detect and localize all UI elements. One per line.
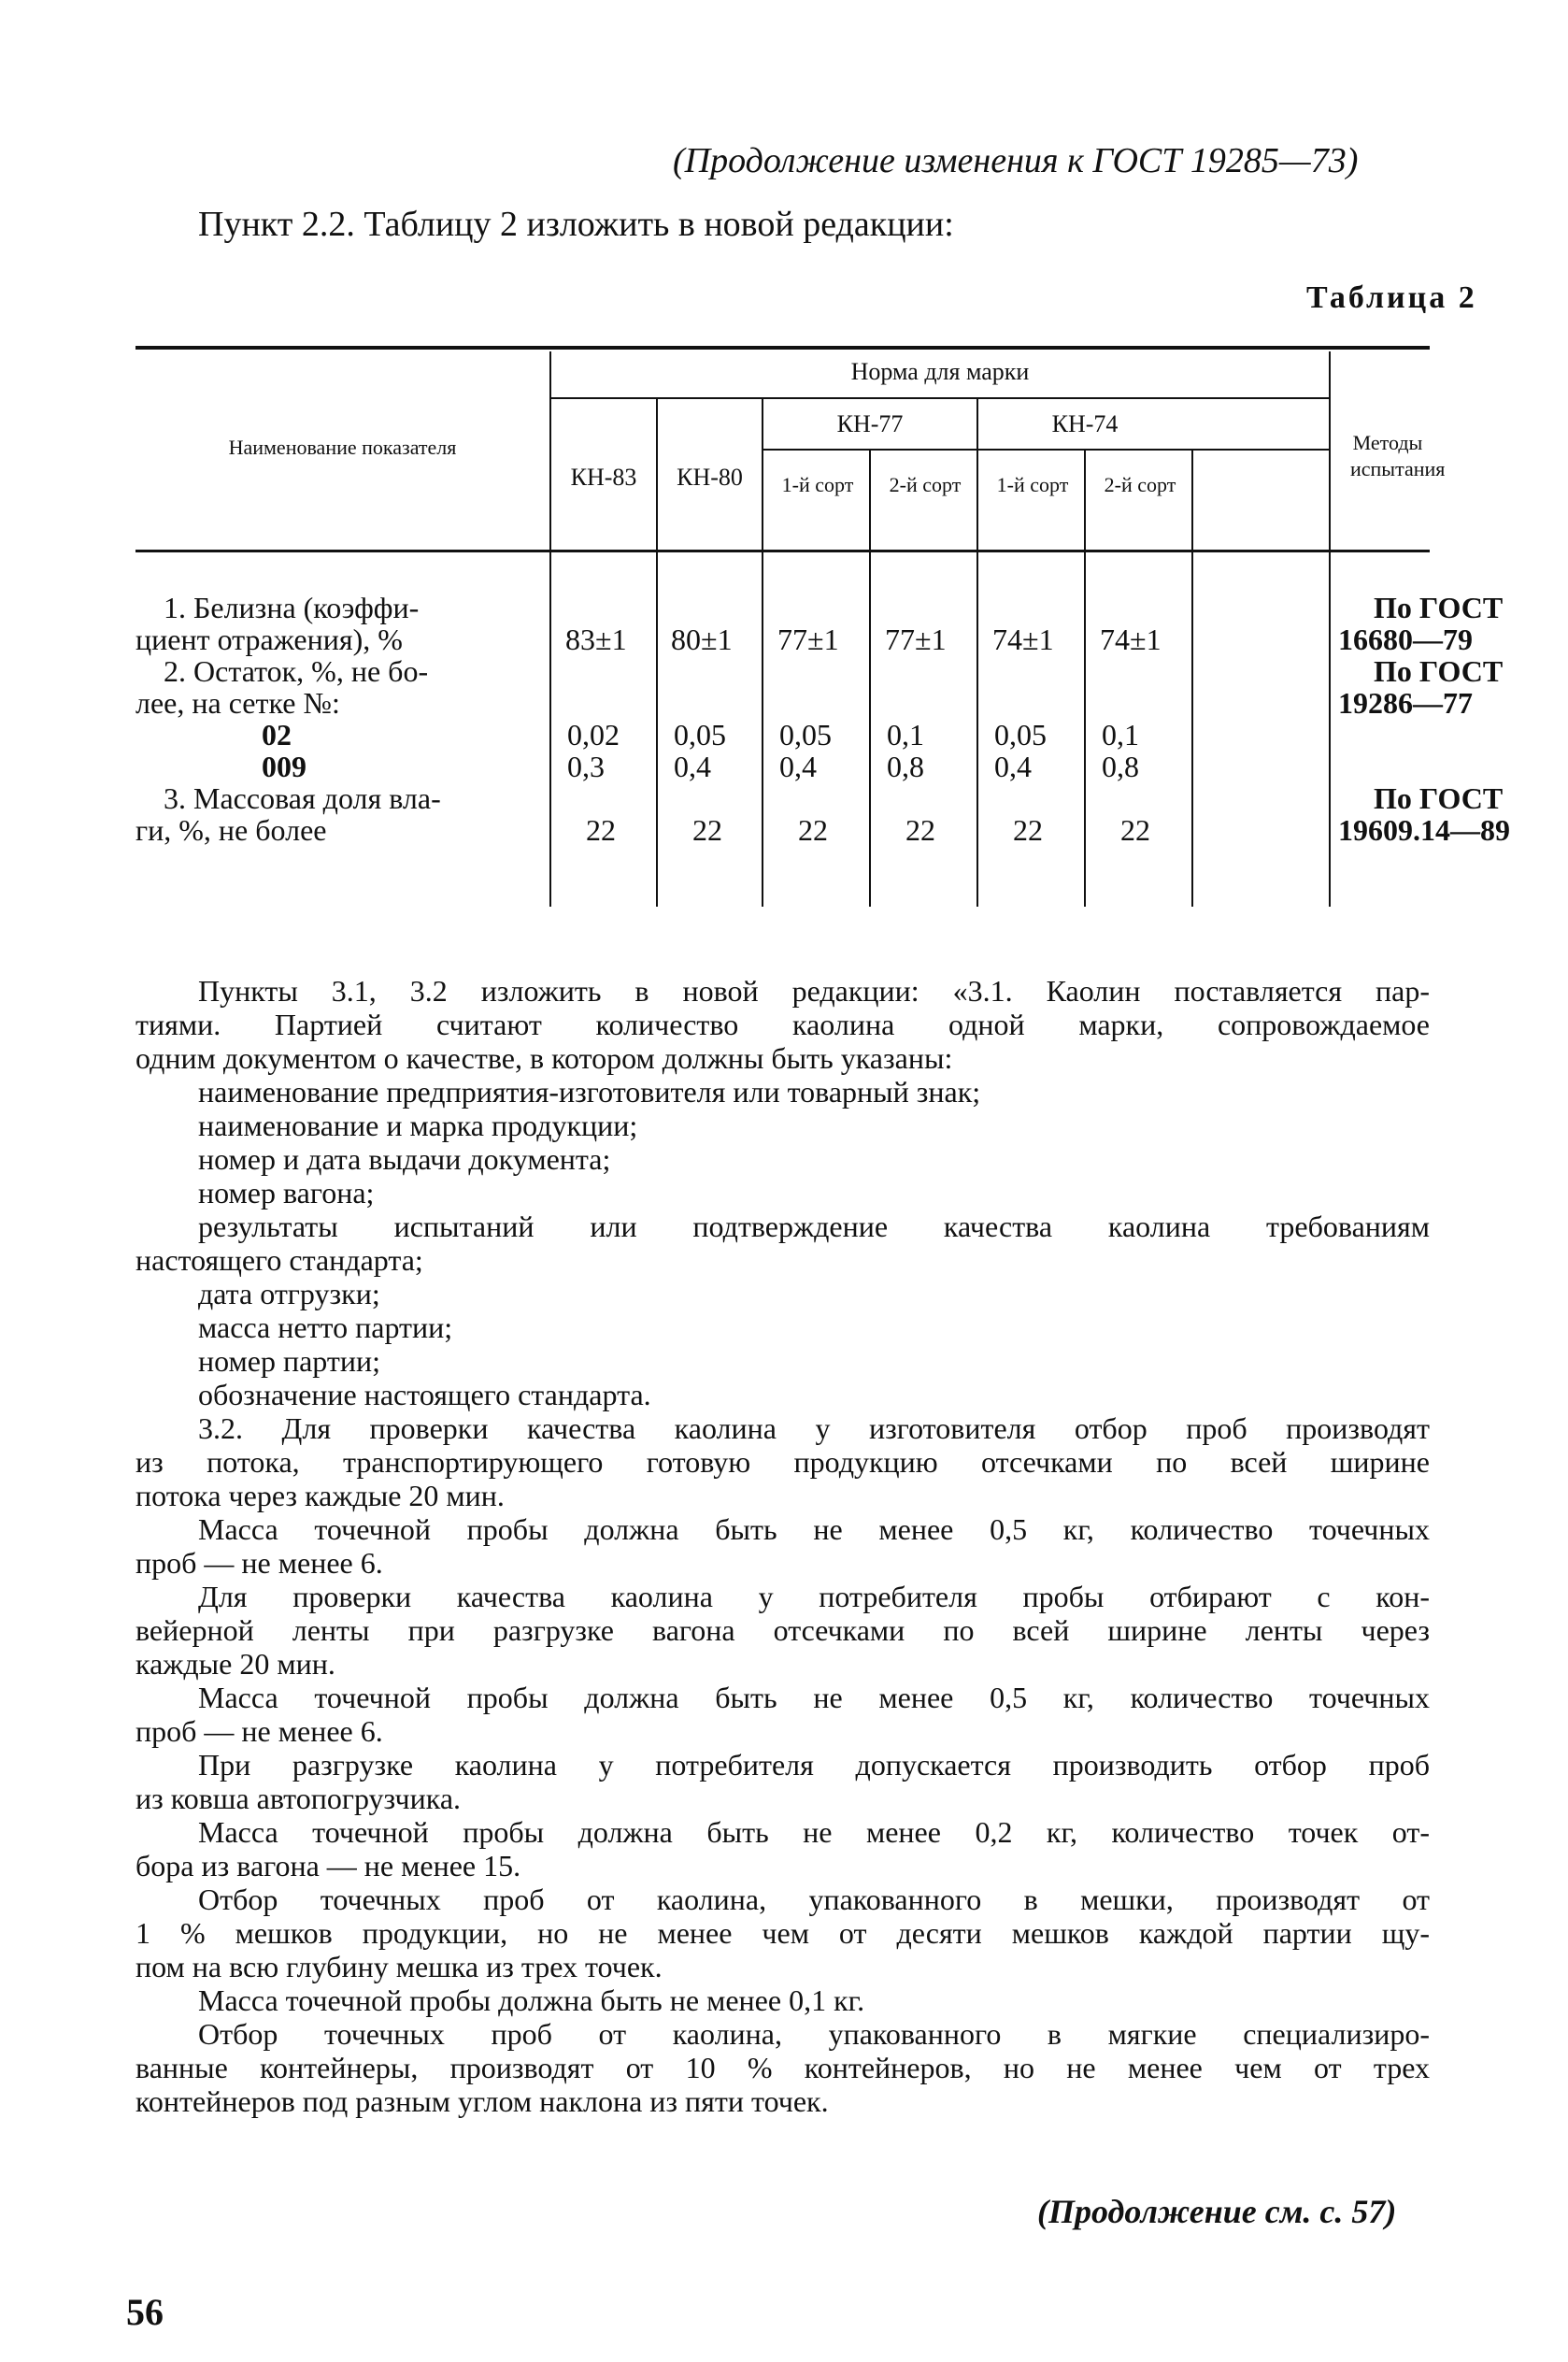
body-line: из потока, транспортирующего готовую продукцию отсечками по всей ширине xyxy=(135,1445,1430,1479)
col-header-kn80: КН-80 xyxy=(677,464,743,491)
row3-name-line2: ги, %, не более xyxy=(135,813,327,847)
row2-sieve-009: 009 xyxy=(262,750,306,783)
body-line: Отбор точечных проб от каолина, упакованного в мешки, производят от xyxy=(198,1882,1430,1916)
body-line: Масса точечной пробы должна быть не менее 0,5 кг, количество точечных xyxy=(198,1681,1430,1714)
value-kn80-moisture: 22 xyxy=(692,813,722,847)
value-kn80-sieve02: 0,05 xyxy=(674,718,726,752)
col-header-kn83: КН-83 xyxy=(570,464,637,491)
value-kn74s2-sieve02: 0,1 xyxy=(1102,718,1139,752)
value-kn74s2-moisture: 22 xyxy=(1120,813,1150,847)
value-kn83-sieve009: 0,3 xyxy=(567,750,605,783)
body-line: проб — не менее 6. xyxy=(135,1546,383,1580)
value-kn77s1-sieve02: 0,05 xyxy=(779,718,832,752)
body-line: наименование и марка продукции; xyxy=(198,1109,638,1142)
value-kn83-whiteness: 83±1 xyxy=(565,623,627,656)
body-line: контейнеров под разным углом наклона из пяти точек. xyxy=(135,2084,829,2118)
body-line: проб — не менее 6. xyxy=(135,1714,383,1748)
page-number: 56 xyxy=(126,2291,164,2333)
row3-name-line1: 3. Массовая доля вла- xyxy=(164,781,441,815)
item-2-2-text: Пункт 2.2. Таблицу 2 изложить в новой редакции: xyxy=(198,205,954,244)
col-header-kn74-sort1: 1-й сорт xyxy=(996,473,1069,496)
col-header-norm: Норма для марки xyxy=(850,358,1030,385)
body-line: потока через каждые 20 мин. xyxy=(135,1479,505,1512)
body-line: тиями. Партией считают количество каолина одной марки, сопровождаемое xyxy=(135,1008,1430,1041)
col-header-methods: Методы испытания xyxy=(1350,431,1446,480)
value-kn74s2-sieve009: 0,8 xyxy=(1102,750,1139,783)
value-kn77s1-sieve009: 0,4 xyxy=(779,750,817,783)
row2-name-line1: 2. Остаток, %, не бо- xyxy=(164,654,429,688)
method-3-line2: 19609.14—89 xyxy=(1338,813,1510,847)
body-line: номер партии; xyxy=(198,1344,380,1378)
table-label: Таблица 2 xyxy=(1306,280,1477,315)
value-kn74s1-moisture: 22 xyxy=(1013,813,1043,847)
body-line: бора из вагона — не менее 15. xyxy=(135,1849,521,1882)
body-line: При разгрузке каолина у потребителя допускается производить отбор проб xyxy=(198,1748,1430,1782)
body-line: 3.2. Для проверки качества каолина у изготовителя отбор проб производят xyxy=(198,1411,1430,1445)
body-line: пом на всю глубину мешка из трех точек. xyxy=(135,1950,663,1983)
body-line: номер вагона; xyxy=(198,1176,375,1210)
value-kn83-moisture: 22 xyxy=(586,813,616,847)
value-kn80-whiteness: 80±1 xyxy=(671,623,733,656)
body-line: ванные контейнеры, производят от 10 % контейнеров, но не менее чем от трех xyxy=(135,2051,1430,2084)
method-1-line1: По ГОСТ xyxy=(1374,591,1504,624)
value-kn74s2-whiteness: 74±1 xyxy=(1100,623,1162,656)
body-line: каждые 20 мин. xyxy=(135,1647,335,1681)
col-header-name: Наименование показателя xyxy=(228,436,457,459)
body-line: Масса точечной пробы должна быть не менее 0,2 кг, количество точек от- xyxy=(198,1815,1430,1849)
body-line: настоящего стандарта; xyxy=(135,1243,423,1277)
method-2-line2: 19286—77 xyxy=(1338,686,1473,720)
row2-sieve-02: 02 xyxy=(262,718,292,752)
col-header-kn77: КН-77 xyxy=(836,410,904,437)
body-line: Масса точечной пробы должна быть не менее 0,1 кг. xyxy=(198,1983,865,2017)
body-line: вейерной ленты при разгрузке вагона отсечками по всей ширине ленты через xyxy=(135,1613,1430,1647)
value-kn77s1-whiteness: 77±1 xyxy=(777,623,839,656)
body-line: 1 % мешков продукции, но не менее чем от десяти мешков каждой партии щу- xyxy=(135,1916,1430,1950)
value-kn80-sieve009: 0,4 xyxy=(674,750,711,783)
body-line: Для проверки качества каолина у потребителя пробы отбирают с кон- xyxy=(198,1580,1430,1613)
body-line: наименование предприятия-изготовителя или товарный знак; xyxy=(198,1075,981,1109)
value-kn77s2-sieve009: 0,8 xyxy=(887,750,924,783)
value-kn77s1-moisture: 22 xyxy=(798,813,828,847)
method-1-line2: 16680—79 xyxy=(1338,623,1473,656)
value-kn77s2-sieve02: 0,1 xyxy=(887,718,924,752)
body-line: номер и дата выдачи документа; xyxy=(198,1142,611,1176)
value-kn83-sieve02: 0,02 xyxy=(567,718,620,752)
col-header-kn77-sort1: 1-й сорт xyxy=(781,473,854,496)
body-line: Пункты 3.1, 3.2 изложить в новой редакции: «3.1. Каолин поставляется пар- xyxy=(198,974,1430,1008)
body-line: одним документом о качестве, в котором должны быть указаны: xyxy=(135,1041,953,1075)
row1-name-line1: 1. Белизна (коэффи- xyxy=(164,591,420,624)
body-line: обозначение настоящего стандарта. xyxy=(198,1378,651,1411)
row1-name-line2: циент отражения), % xyxy=(135,623,403,656)
body-line: масса нетто партии; xyxy=(198,1310,453,1344)
col-header-kn77-sort2: 2-й сорт xyxy=(889,473,962,496)
table-2 xyxy=(135,346,1510,907)
body-line: Масса точечной пробы должна быть не менее 0,5 кг, количество точечных xyxy=(198,1512,1430,1546)
method-2-line1: По ГОСТ xyxy=(1374,654,1504,688)
continuation-footer: (Продолжение см. с. 57) xyxy=(1037,2193,1397,2230)
body-line: из ковша автопогрузчика. xyxy=(135,1782,462,1815)
value-kn74s1-whiteness: 74±1 xyxy=(992,623,1054,656)
continuation-header: (Продолжение изменения к ГОСТ 19285—73) xyxy=(673,141,1359,180)
value-kn74s1-sieve02: 0,05 xyxy=(994,718,1047,752)
body-line: дата отгрузки; xyxy=(198,1277,380,1310)
value-kn77s2-moisture: 22 xyxy=(905,813,935,847)
row2-name-line2: лее, на сетке №: xyxy=(135,686,340,720)
body-line: результаты испытаний или подтверждение качества каолина требованиям xyxy=(198,1210,1430,1243)
method-3-line1: По ГОСТ xyxy=(1374,781,1504,815)
col-header-kn74-sort2: 2-й сорт xyxy=(1104,473,1176,496)
body-line: Отбор точечных проб от каолина, упакованного в мягкие специализиро- xyxy=(198,2017,1430,2051)
value-kn74s1-sieve009: 0,4 xyxy=(994,750,1032,783)
value-kn77s2-whiteness: 77±1 xyxy=(885,623,947,656)
col-header-kn74: КН-74 xyxy=(1051,410,1119,437)
